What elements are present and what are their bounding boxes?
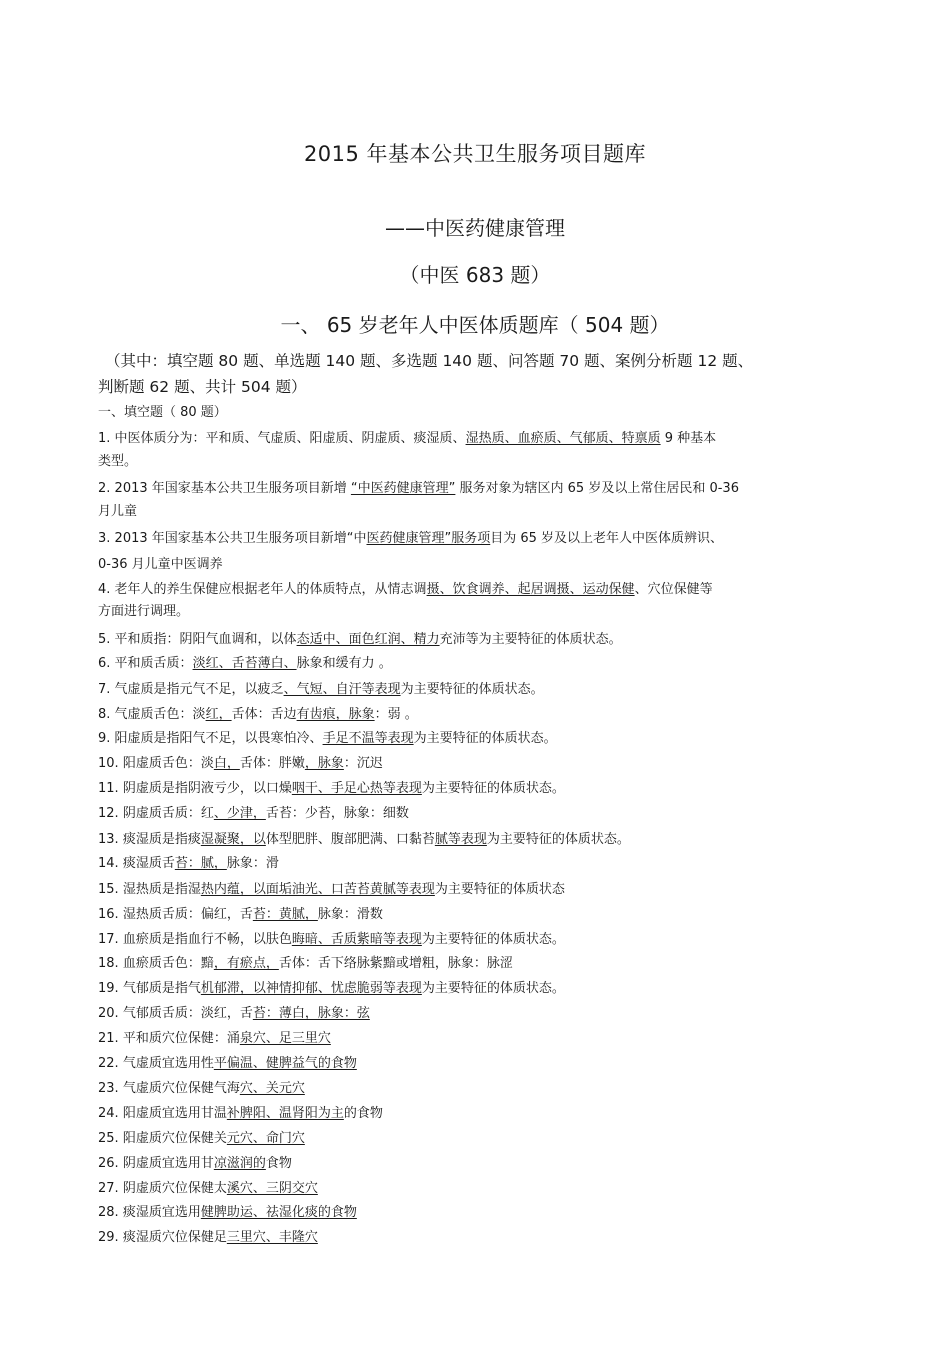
- answer-underlined: 机郁滞，以神情抑郁、忧虑脆弱等表现: [200, 981, 422, 996]
- question-text: 阴虚质是指阴液亏少，以口燥: [122, 781, 292, 796]
- question-item: [98, 1152, 858, 1171]
- question-text: 为主要特征的体质状态: [434, 882, 565, 897]
- question-number: 7.: [98, 682, 115, 697]
- answer-underlined: 凉滋润的: [213, 1156, 266, 1171]
- question-text: ：沉迟: [343, 756, 383, 771]
- answer-underlined: 健脾助运、祛湿化痰的食物: [200, 1205, 357, 1220]
- question-text: 舌体：胖嫩: [239, 756, 305, 771]
- question-text: 食物: [265, 1156, 292, 1171]
- question-item: [98, 1201, 858, 1220]
- question-text: 脉象：滑数: [317, 907, 383, 922]
- question-continuation: 方面进行调理。: [98, 604, 190, 619]
- question-number: 12.: [98, 806, 123, 821]
- question-text: 阴虚质宜选用甘: [122, 1156, 214, 1171]
- answer-underlined: 湿热质、血瘀质、气郁质、特禀质: [465, 431, 661, 446]
- question-item: [98, 628, 858, 647]
- question-text: 血瘀质舌色：黯: [122, 956, 214, 971]
- question-number: 1.: [98, 431, 115, 446]
- answer-underlined: 泉穴、足三里穴: [239, 1031, 331, 1046]
- question-text: 阳虚质是指阳气不足，以畏寒怕冷、: [114, 731, 323, 746]
- question-count: （中医 683 题）: [399, 263, 551, 287]
- question-number: 9.: [98, 731, 115, 746]
- answer-underlined: 穴、关元穴: [239, 1081, 305, 1096]
- question-text: 为主要特征的体质状态。: [421, 981, 565, 996]
- question-text: 湿热质是指湿: [122, 882, 201, 897]
- answer-underlined: 三里穴、丰隆穴: [226, 1230, 318, 1245]
- question-text: 气郁质是指气: [122, 981, 201, 996]
- question-number: 25.: [98, 1131, 123, 1146]
- question-number: 23.: [98, 1081, 123, 1096]
- answer-underlined: 红，: [205, 707, 232, 722]
- answer-underlined: 白，: [213, 756, 240, 771]
- question-item: [98, 903, 858, 922]
- answer-underlined: 苔：腻，: [174, 856, 227, 871]
- question-text: 平和质舌质：: [114, 656, 193, 671]
- question-number: 26.: [98, 1156, 123, 1171]
- answer-underlined: 补脾阳、温肾阳为主: [226, 1106, 344, 1121]
- question-text: 的食物: [343, 1106, 383, 1121]
- summary-line-1: （其中：填空题 80 题、单选题 140 题、多选题 140 题、问答题 70 题、案例分析题 12 题、: [105, 352, 754, 370]
- question-text: ：弱 。: [374, 707, 418, 722]
- answer-underlined: 平偏温、健脾益气的食物: [213, 1056, 357, 1071]
- question-text: 阳虚质宜选用甘温: [122, 1106, 227, 1121]
- question-number: 10.: [98, 756, 123, 771]
- question-number: 2.: [98, 481, 115, 496]
- question-text: 脉象和缓有力 。: [296, 656, 392, 671]
- question-text: 、穴位保健等: [634, 582, 713, 597]
- question-text: 中医体质分为：平和质、气虚质、阳虚质、阴虚质、痰湿质、: [114, 431, 466, 446]
- summary-line-2: 判断题 62 题、共计 504 题）: [98, 378, 307, 396]
- answer-underlined: 元穴、命门穴: [226, 1131, 305, 1146]
- question-item: [98, 527, 858, 546]
- question-item: [98, 477, 858, 496]
- question-text: 气虚质宜选用性: [122, 1056, 214, 1071]
- question-text: 平和质指：阴阳气血调和，以体: [114, 632, 297, 647]
- question-item: [98, 852, 858, 871]
- question-text: 气郁质舌质：淡红，舌: [122, 1006, 253, 1021]
- question-text: 脉象：滑: [226, 856, 279, 871]
- question-continuation: 月儿童: [98, 504, 138, 519]
- answer-underlined: 晦暗、舌质紫暗等表现: [291, 932, 422, 947]
- answer-underlined: 热内蕴，以面垢油光、口苦苔黄腻等表现: [200, 882, 435, 897]
- question-number: 14.: [98, 856, 123, 871]
- question-number: 18.: [98, 956, 123, 971]
- question-text: 气虚质舌色：淡: [114, 707, 206, 722]
- question-text: 充沛等为主要特征的体质状态。: [439, 632, 622, 647]
- answer-underlined: 腻等表现: [434, 832, 487, 847]
- question-item: [98, 427, 858, 446]
- question-number: 15.: [98, 882, 123, 897]
- question-number: 19.: [98, 981, 123, 996]
- question-item: [98, 952, 858, 971]
- question-item: [98, 678, 858, 697]
- question-text: 服务对象为辖区内 65 岁及以上常住居民和 0-36: [455, 481, 739, 496]
- answer-underlined: 苔：黄腻，: [252, 907, 318, 922]
- answer-underlined: 、少津，: [213, 806, 266, 821]
- question-text: 2013 年国家基本公共卫生服务项目新增“中: [114, 531, 367, 546]
- question-item: [98, 1027, 858, 1046]
- question-text: 舌体：舌边: [231, 707, 297, 722]
- document-subtitle: ——中医药健康管理: [385, 216, 565, 240]
- question-item: [98, 703, 858, 722]
- question-number: 6.: [98, 656, 115, 671]
- question-text: 阴虚质舌质：红: [122, 806, 214, 821]
- question-item: [98, 1177, 858, 1196]
- question-text: 阴虚质穴位保健太: [122, 1181, 227, 1196]
- question-text: 阳虚质穴位保健关: [122, 1131, 227, 1146]
- question-item: [98, 727, 858, 746]
- question-number: 3.: [98, 531, 115, 546]
- question-text: 舌体：舌下络脉紫黯或增粗，脉象：脉涩: [278, 956, 513, 971]
- answer-underlined: ，脉象: [304, 756, 344, 771]
- answer-underlined: “中医药健康管理”: [350, 481, 456, 496]
- question-text: 为主要特征的体质状态。: [400, 682, 544, 697]
- question-item: [98, 1077, 858, 1096]
- question-text: 为主要特征的体质状态。: [421, 932, 565, 947]
- answer-underlined: 淡红、舌苔薄白、: [192, 656, 297, 671]
- question-text: 痰湿质宜选用: [122, 1205, 201, 1220]
- question-number: 24.: [98, 1106, 123, 1121]
- question-item: [98, 802, 858, 821]
- question-item: [98, 752, 858, 771]
- question-text: 痰湿质穴位保健足: [122, 1230, 227, 1245]
- section-heading: 一、 65 岁老年人中医体质题库（ 504 题）: [280, 313, 670, 337]
- answer-underlined: 溪穴、三阴交穴: [226, 1181, 318, 1196]
- question-item: [98, 928, 858, 947]
- question-item: [98, 828, 858, 847]
- document-title: 2015 年基本公共卫生服务项目题库: [303, 142, 647, 166]
- question-text: 湿热质舌质：偏红，舌: [122, 907, 253, 922]
- answer-underlined: 态适中、面色红润、精力: [296, 632, 440, 647]
- question-number: 17.: [98, 932, 123, 947]
- question-text: 体型肥胖、腹部肥满、口黏苔: [265, 832, 435, 847]
- question-text: 为主要特征的体质状态。: [413, 731, 557, 746]
- question-text: 老年人的养生保健应根据老年人的体质特点，从情志调: [114, 582, 427, 597]
- question-text: 痰湿质舌: [122, 856, 175, 871]
- question-item: [98, 1052, 858, 1071]
- question-text: 阳虚质舌色：淡: [122, 756, 214, 771]
- question-number: 8.: [98, 707, 115, 722]
- question-number: 22.: [98, 1056, 123, 1071]
- answer-underlined: 、气短、自汗等表现: [283, 682, 401, 697]
- answer-underlined: 手足不温等表现: [322, 731, 414, 746]
- question-text: 目为 65 岁及以上老年人中医体质辨识、: [490, 531, 724, 546]
- question-text: 气虚质是指元气不足，以疲乏: [114, 682, 284, 697]
- answer-underlined: 摄、饮食调养、起居调摄、运动保健: [426, 582, 635, 597]
- question-item: [98, 652, 858, 671]
- answer-underlined: 苔：薄白，脉象：弦: [252, 1006, 370, 1021]
- question-text: 2013 年国家基本公共卫生服务项目新增: [114, 481, 351, 496]
- question-item: [98, 1226, 858, 1245]
- question-text: 血瘀质是指血行不畅，以肤色: [122, 932, 292, 947]
- question-text: 平和质穴位保健：涌: [122, 1031, 240, 1046]
- question-number: 29.: [98, 1230, 123, 1245]
- question-number: 5.: [98, 632, 115, 647]
- question-number: 13.: [98, 832, 123, 847]
- answer-underlined: 湿凝聚，以: [200, 832, 266, 847]
- question-item: [98, 977, 858, 996]
- question-number: 27.: [98, 1181, 123, 1196]
- question-text: 为主要特征的体质状态。: [421, 781, 565, 796]
- answer-underlined: ，有瘀点，: [213, 956, 279, 971]
- question-item: [98, 1127, 858, 1146]
- part-heading: 一、填空题（ 80 题）: [98, 405, 227, 420]
- question-item: [98, 1102, 858, 1121]
- answer-underlined: 医药健康管理”服务项: [366, 531, 491, 546]
- question-text: 舌苔：少苔，脉象：细数: [265, 806, 409, 821]
- question-number: 20.: [98, 1006, 123, 1021]
- question-number: 11.: [98, 781, 123, 796]
- question-number: 16.: [98, 907, 123, 922]
- question-text: 痰湿质是指痰: [122, 832, 201, 847]
- question-number: 21.: [98, 1031, 123, 1046]
- question-item: [98, 878, 858, 897]
- answer-underlined: 咽干、手足心热等表现: [291, 781, 422, 796]
- question-number: 28.: [98, 1205, 123, 1220]
- question-item: [98, 578, 858, 597]
- question-text: 为主要特征的体质状态。: [486, 832, 630, 847]
- question-item: [98, 777, 858, 796]
- question-number: 4.: [98, 582, 115, 597]
- question-text: 9 种基本: [660, 431, 717, 446]
- question-text: 气虚质穴位保健气海: [122, 1081, 240, 1096]
- question-item: [98, 1002, 858, 1021]
- question-continuation: 0-36 月儿童中医调养: [98, 557, 223, 572]
- question-continuation: 类型。: [98, 454, 138, 469]
- answer-underlined: 有齿痕，脉象: [296, 707, 375, 722]
